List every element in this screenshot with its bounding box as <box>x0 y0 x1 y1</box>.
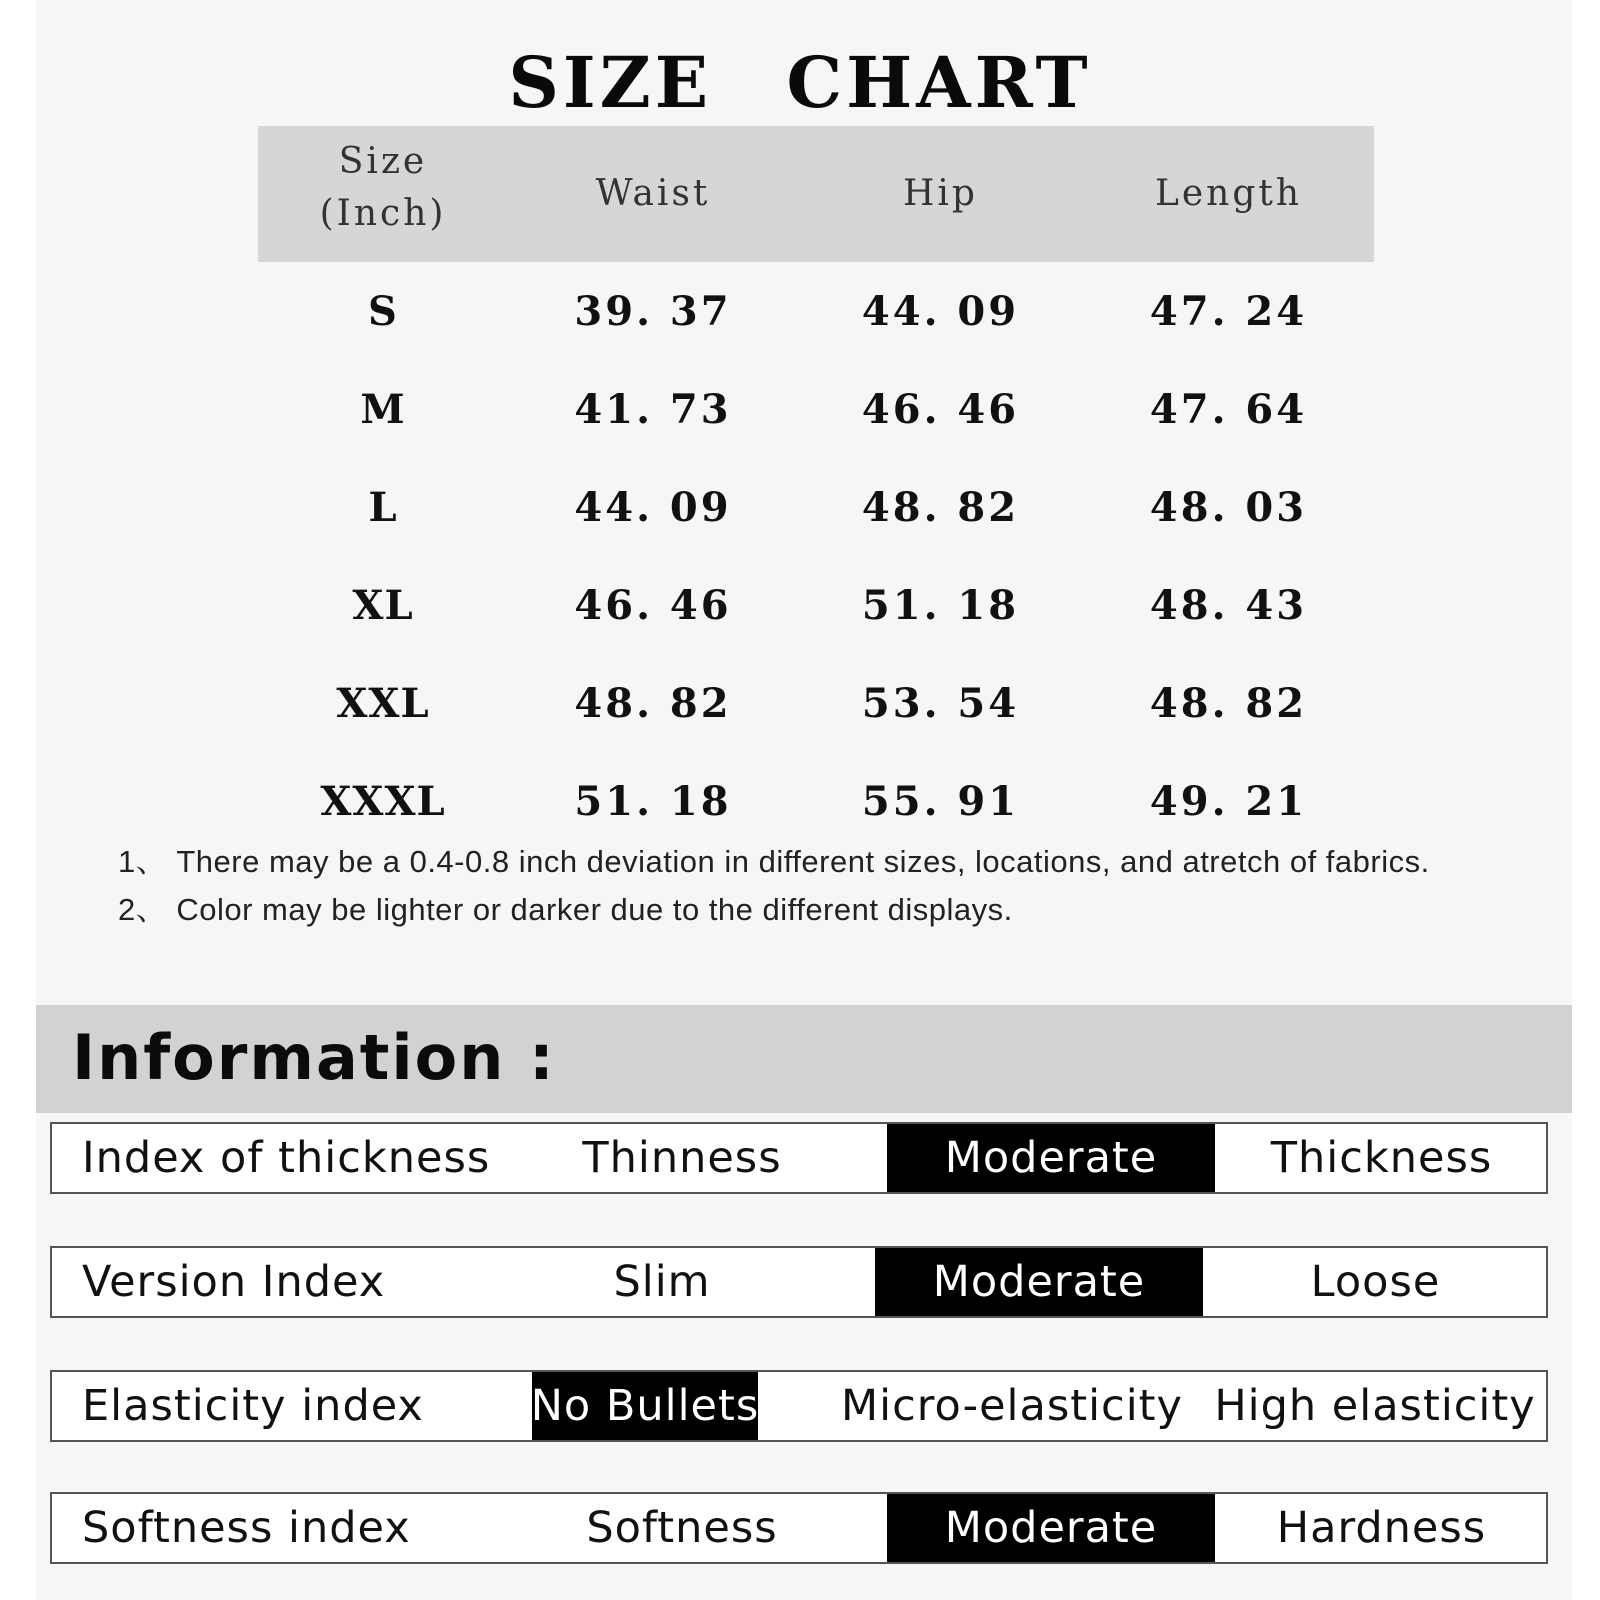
hip-cell: 46. 46 <box>861 385 1020 433</box>
table-row <box>258 752 1374 850</box>
waist-cell: 41. 73 <box>574 385 732 433</box>
info-row-softness <box>50 1492 1548 1564</box>
waist-cell: 44. 09 <box>574 483 732 531</box>
info-option-selected: No Bullets <box>532 1372 758 1440</box>
table-row <box>258 556 1374 654</box>
info-option: Thickness <box>1270 1133 1493 1183</box>
notes <box>118 838 1578 934</box>
waist-cell: 46. 46 <box>574 581 732 629</box>
info-option: Loose <box>1310 1257 1441 1307</box>
table-header-row <box>258 126 1374 262</box>
page-title: SIZE CHART <box>508 41 1092 124</box>
info-label: Elasticity index <box>82 1381 424 1431</box>
length-cell: 48. 82 <box>1149 679 1308 727</box>
info-option-selected: Moderate <box>887 1124 1215 1192</box>
size-cell: L <box>368 483 398 531</box>
hip-cell: 53. 54 <box>861 679 1020 727</box>
header-hip: Hip <box>798 126 1083 262</box>
table-row <box>258 654 1374 752</box>
info-option: Thinness <box>582 1133 782 1183</box>
header-waist: Waist <box>508 126 798 262</box>
info-label: Index of thickness <box>82 1133 491 1183</box>
table-row <box>258 262 1374 360</box>
table-row <box>258 458 1374 556</box>
hip-cell: 51. 18 <box>861 581 1020 629</box>
header-size: Size (Inch) <box>258 126 508 262</box>
length-cell: 49. 21 <box>1149 777 1308 825</box>
size-cell: XL <box>352 581 414 629</box>
note-deviation: 1、 There may be a 0.4-0.8 inch deviation in different sizes, locations, and atretch of fabrics. <box>118 844 1430 879</box>
length-cell: 47. 64 <box>1149 385 1308 433</box>
size-cell: M <box>360 385 406 433</box>
hip-cell: 48. 82 <box>861 483 1020 531</box>
info-option-selected: Moderate <box>887 1494 1215 1562</box>
size-cell: XXL <box>336 679 430 727</box>
info-option: Softness <box>586 1503 778 1553</box>
information-band <box>36 1005 1572 1113</box>
size-chart-table <box>258 126 1374 850</box>
info-option: Hardness <box>1276 1503 1487 1553</box>
info-label: Softness index <box>82 1503 411 1553</box>
size-cell: S <box>368 287 398 335</box>
note-color: 2、 Color may be lighter or darker due to the different displays. <box>118 892 1013 927</box>
info-row-thickness <box>50 1122 1548 1194</box>
length-cell: 48. 43 <box>1149 581 1308 629</box>
header-length: Length <box>1083 126 1374 262</box>
info-label: Version Index <box>82 1257 386 1307</box>
waist-cell: 39. 37 <box>574 287 732 335</box>
info-option: Slim <box>613 1257 711 1307</box>
length-cell: 48. 03 <box>1149 483 1308 531</box>
hip-cell: 44. 09 <box>861 287 1020 335</box>
length-cell: 47. 24 <box>1149 287 1308 335</box>
hip-cell: 55. 91 <box>861 777 1020 825</box>
info-row-elasticity <box>50 1370 1548 1442</box>
info-option: Micro-elasticity <box>841 1381 1183 1431</box>
waist-cell: 48. 82 <box>574 679 732 727</box>
info-option-selected: Moderate <box>875 1248 1203 1316</box>
info-option: High elasticity <box>1214 1381 1536 1431</box>
information-heading: Information : <box>72 1021 556 1094</box>
table-row <box>258 360 1374 458</box>
info-row-version <box>50 1246 1548 1318</box>
waist-cell: 51. 18 <box>574 777 732 825</box>
size-cell: XXXL <box>320 777 446 825</box>
